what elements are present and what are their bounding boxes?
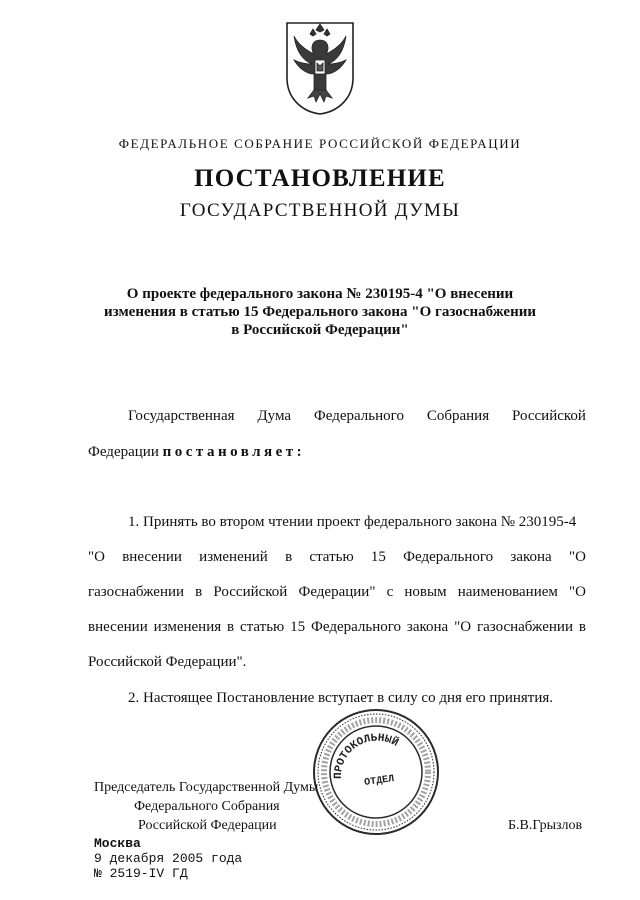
word: газоснабжении bbox=[476, 619, 573, 635]
signatory-name: Б.В.Грызлов bbox=[508, 818, 583, 833]
stamp-center-text: ОТДЕЛ bbox=[363, 773, 395, 790]
word: внесении bbox=[122, 549, 182, 565]
clause-1-line: Российской Федерации". bbox=[88, 654, 247, 670]
signature-title bbox=[94, 778, 318, 835]
footer-number: № 2519-IV ГД bbox=[94, 866, 188, 881]
preamble-text: Федерации bbox=[88, 444, 163, 460]
word: наименованием bbox=[457, 584, 558, 600]
subject-line: О проекте федерального закона № 230195-4 "О внесении bbox=[126, 286, 514, 302]
word: Дума bbox=[257, 408, 292, 424]
word: "О bbox=[88, 549, 105, 565]
resolves-keyword: постановляет: bbox=[162, 444, 306, 460]
subject-line: в Российской Федерации" bbox=[231, 322, 409, 338]
word: Государственная bbox=[128, 408, 235, 424]
word: закона bbox=[510, 549, 552, 565]
footer-date: 9 декабря 2005 года bbox=[94, 851, 243, 866]
document-subtitle: ГОСУДАРСТВЕННОЙ ДУМЫ bbox=[179, 200, 461, 221]
clause-2: 2. Настоящее Постановление вступает в силу со дня его принятия. bbox=[128, 690, 554, 706]
word: Собрания bbox=[426, 408, 490, 424]
word: Федерации" bbox=[298, 584, 376, 600]
clause-1-line: 1. Принять во втором чтении проект федерального закона № 230195-4 bbox=[128, 514, 577, 530]
signature-line: Председатель Государственной Думы bbox=[94, 780, 319, 795]
word: в bbox=[578, 619, 586, 635]
footer-city: Москва bbox=[94, 836, 141, 851]
word: в bbox=[195, 584, 203, 600]
word: закона bbox=[406, 619, 449, 635]
word: "О bbox=[569, 584, 586, 600]
word: внесении bbox=[88, 619, 148, 635]
footer-block bbox=[94, 836, 242, 881]
word: Федерального bbox=[313, 408, 404, 424]
subject-line: изменения в статью 15 Федерального закона "О газоснабжении bbox=[103, 304, 536, 320]
word: в bbox=[227, 619, 235, 635]
document-title: ПОСТАНОВЛЕНИЕ bbox=[194, 165, 446, 192]
russian-coat-of-arms-icon bbox=[284, 20, 356, 116]
word: Федерального bbox=[403, 549, 494, 565]
word: статью bbox=[239, 619, 285, 635]
stamp-upper-text: ПРОТОКОЛЬНЫЙ bbox=[332, 732, 401, 780]
word: Российской bbox=[213, 584, 288, 600]
signature-line: Российской Федерации bbox=[138, 818, 277, 833]
word: в bbox=[285, 549, 293, 565]
clause-1-line bbox=[88, 584, 586, 601]
preamble-line bbox=[128, 408, 586, 425]
word: газоснабжении bbox=[88, 584, 185, 600]
word: "О bbox=[568, 549, 586, 565]
word: 15 bbox=[370, 549, 386, 565]
preamble-line bbox=[88, 444, 305, 461]
word: 15 bbox=[290, 619, 306, 635]
clause-1-line bbox=[88, 549, 586, 566]
word: статью bbox=[309, 549, 354, 565]
organization-heading: ФЕДЕРАЛЬНОЕ СОБРАНИЕ РОССИЙСКОЙ ФЕДЕРАЦИИ bbox=[118, 136, 522, 151]
word: с bbox=[386, 584, 394, 600]
word: Российской bbox=[512, 408, 586, 424]
word: изменений bbox=[199, 549, 268, 565]
subject-heading bbox=[100, 285, 540, 339]
clause-1-line bbox=[88, 619, 586, 636]
word: Федерального bbox=[311, 619, 402, 635]
word: "О bbox=[454, 619, 472, 635]
signature-line: Федерального Собрания bbox=[134, 799, 280, 814]
word: новым bbox=[404, 584, 447, 600]
word: изменения bbox=[153, 619, 222, 635]
round-stamp-icon bbox=[311, 707, 441, 837]
